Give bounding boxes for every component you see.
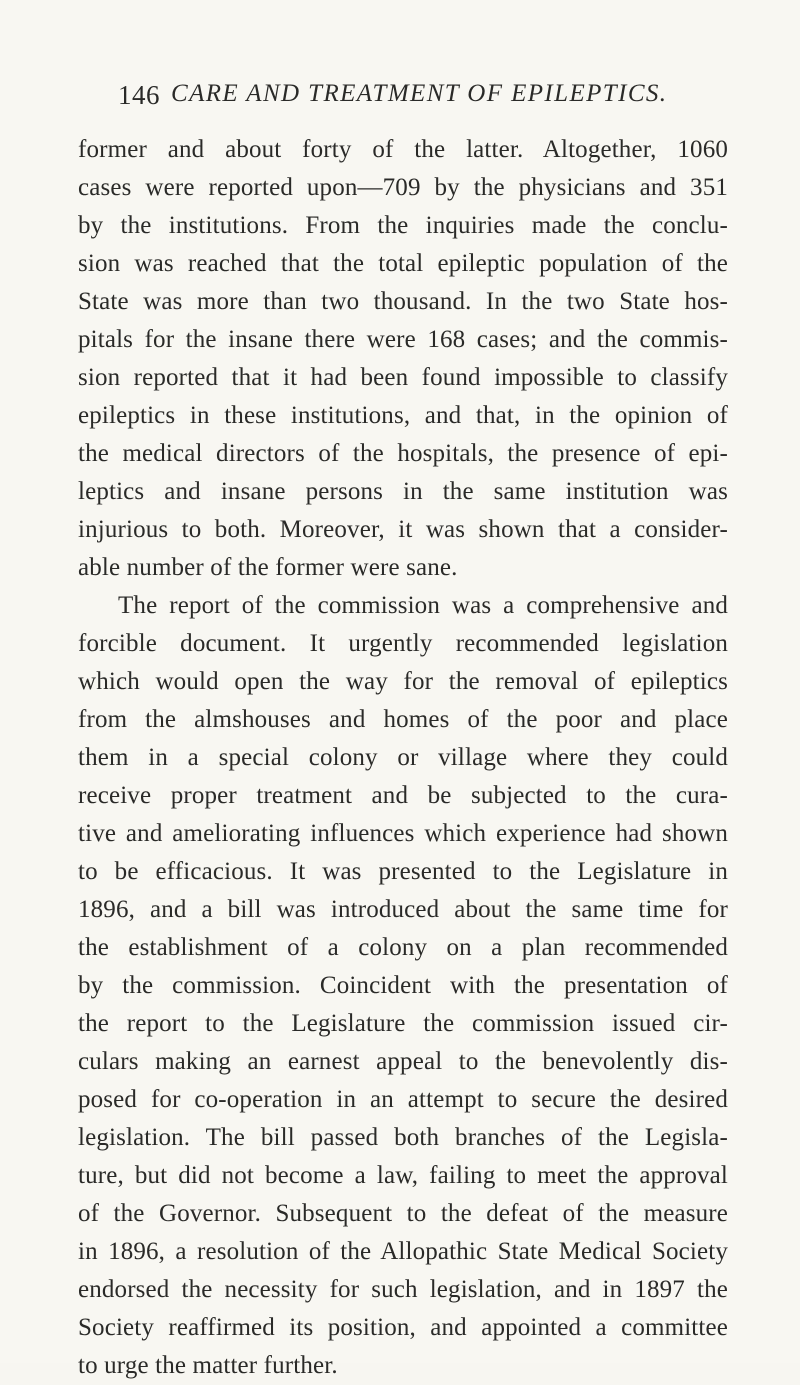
- text-line: able number of the former were sane.: [78, 554, 458, 581]
- text-line: the medical directors of the hospitals, the presence of epi-: [78, 440, 728, 467]
- text-line: the establishment of a colony on a plan recommended: [78, 934, 728, 961]
- text-line: culars making an earnest appeal to the benevolently dis-: [78, 1048, 728, 1075]
- text-line: former and about forty of the latter. Altogether, 1060: [78, 136, 728, 163]
- text-line: cases were reported upon—709 by the physicians and 351: [78, 174, 728, 201]
- text-line: which would open the way for the removal of epileptics: [78, 668, 728, 695]
- text-line: by the commission. Coincident with the presentation of: [78, 972, 728, 999]
- body-text: [78, 131, 728, 1385]
- text-line: endorsed the necessity for such legislation, and in 1897 the: [78, 1276, 728, 1303]
- text-line: to be efficacious. It was presented to the Legislature in: [78, 858, 728, 885]
- text-line: posed for co-operation in an attempt to secure the desired: [78, 1086, 728, 1113]
- text-line: injurious to both. Moreover, it was shown that a consider-: [78, 516, 728, 543]
- text-line: Society reaffirmed its position, and appointed a committee: [78, 1314, 728, 1341]
- text-line: State was more than two thousand. In the two State hos-: [78, 288, 728, 315]
- page-number: 146: [118, 80, 160, 110]
- text-line: receive proper treatment and be subjected to the cura-: [78, 782, 728, 809]
- text-line: tive and ameliorating influences which experience had shown: [78, 820, 728, 847]
- running-head: [118, 80, 758, 120]
- text-line: to urge the matter further.: [78, 1352, 338, 1379]
- running-title: CARE AND TREATMENT OF EPILEPTICS.: [171, 80, 668, 107]
- text-line: from the almshouses and homes of the poor and place: [78, 706, 728, 733]
- text-line: 1896, and a bill was introduced about the same time for: [78, 896, 728, 923]
- text-line: legislation. The bill passed both branches of the Legisla-: [78, 1124, 728, 1151]
- text-line: by the institutions. From the inquiries made the conclu-: [78, 212, 728, 239]
- text-line: sion was reached that the total epileptic population of the: [78, 250, 728, 277]
- text-line: them in a special colony or village where they could: [78, 744, 728, 771]
- text-line: ture, but did not become a law, failing to meet the approval: [78, 1162, 728, 1189]
- text-line: epileptics in these institutions, and that, in the opinion of: [78, 402, 728, 429]
- text-line: sion reported that it had been found impossible to classify: [78, 364, 728, 391]
- text-line: The report of the commission was a comprehensive and: [118, 592, 728, 619]
- text-line: the report to the Legislature the commission issued cir-: [78, 1010, 728, 1037]
- text-line: leptics and insane persons in the same institution was: [78, 478, 728, 505]
- text-line: forcible document. It urgently recommended legislation: [78, 630, 728, 657]
- text-line: pitals for the insane there were 168 cases; and the commis-: [78, 326, 728, 353]
- text-line: in 1896, a resolution of the Allopathic State Medical Society: [78, 1238, 728, 1265]
- text-line: of the Governor. Subsequent to the defeat of the measure: [78, 1200, 728, 1227]
